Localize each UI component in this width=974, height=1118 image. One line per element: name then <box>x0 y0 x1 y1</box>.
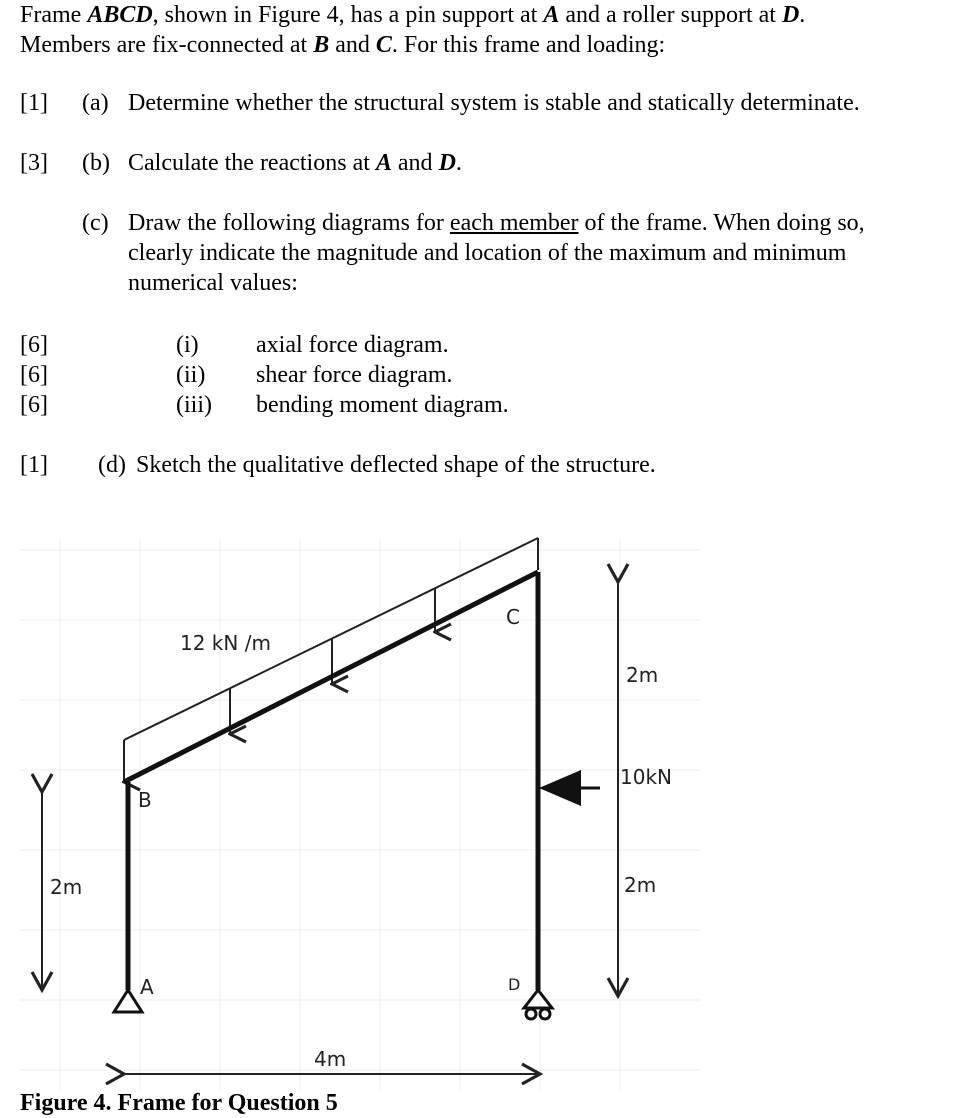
intro-text: and a roller support at <box>559 2 782 28</box>
question-b-text-end: . <box>455 150 462 176</box>
marks-c-iii: [6] <box>20 392 48 418</box>
point-c-ref: C <box>375 32 392 58</box>
figure-caption: Figure 4. Frame for Question 5 <box>20 1090 338 1116</box>
distributed-load <box>124 538 538 782</box>
sub-ii-number: (ii) <box>176 362 206 388</box>
grid-background <box>20 540 700 1090</box>
marks-a: [1] <box>20 90 48 116</box>
question-b-text-mid: and <box>391 150 439 176</box>
point-d-ref: D <box>438 150 456 176</box>
frame-name: ABCD <box>87 2 153 28</box>
label-a: A <box>140 975 154 999</box>
question-b-text-pre: Calculate the reactions at <box>128 150 376 176</box>
label-b: B <box>138 788 152 812</box>
intro-text: . <box>799 2 806 28</box>
sub-iii-text: bending moment diagram. <box>256 392 509 418</box>
frame-diagram <box>0 520 974 1102</box>
question-d-text: Sketch the qualitative deflected shape of the structure. <box>136 452 656 478</box>
intro-text: , shown in Figure 4, has a pin support at <box>152 2 544 28</box>
dim-right-top-label: 2m <box>626 663 659 687</box>
marks-b: [3] <box>20 150 48 176</box>
marks-c-i: [6] <box>20 332 48 358</box>
frame-figure <box>0 520 974 1102</box>
member-bc <box>124 572 538 782</box>
sub-iii-number: (iii) <box>176 392 212 418</box>
point-a-ref: A <box>543 2 560 28</box>
question-b-text <box>128 148 462 178</box>
question-d-label: (d) <box>98 452 126 478</box>
question-c-line-1 <box>128 208 958 238</box>
marks-d: [1] <box>20 452 48 478</box>
question-a-label: (a) <box>82 90 109 116</box>
question-a-text: Determine whether the structural system is stable and statically determinate. <box>128 90 860 116</box>
sub-i-text: axial force diagram. <box>256 332 449 358</box>
question-b-label: (b) <box>82 150 110 176</box>
intro-text: . For this frame and loading: <box>391 32 666 58</box>
load-label: 12 kN /m <box>180 631 271 655</box>
intro-line-2 <box>20 30 960 60</box>
point-b-ref: B <box>313 32 330 58</box>
each-member-underlined: each member <box>449 210 579 236</box>
intro-line-1 <box>20 0 960 30</box>
intro-text: Members are fix-connected at <box>20 32 314 58</box>
dim-bottom-label: 4m <box>314 1047 347 1071</box>
question-c-line-2: clearly indicate the magnitude and location of the maximum and minimum <box>128 240 847 266</box>
sub-i-number: (i) <box>176 332 199 358</box>
intro-paragraph <box>20 0 960 60</box>
pin-support-a <box>114 990 142 1012</box>
roller-support-d <box>524 990 552 1019</box>
question-c-text <box>128 208 958 298</box>
question-c-line-3: numerical values: <box>128 270 298 296</box>
intro-text: Frame <box>20 2 88 28</box>
point-d-ref: D <box>781 2 800 28</box>
question-c-label: (c) <box>82 210 109 236</box>
question-c-text-pre: Draw the following diagrams for <box>128 210 450 236</box>
question-c-text-post: of the frame. When doing so, <box>578 210 865 236</box>
label-d: D <box>508 975 521 994</box>
sub-ii-text: shear force diagram. <box>256 362 453 388</box>
intro-text: and <box>329 32 376 58</box>
dim-left-label: 2m <box>50 875 83 899</box>
label-c: C <box>506 605 520 629</box>
point-a-ref: A <box>375 150 392 176</box>
point-load-label: 10kN <box>620 765 672 789</box>
marks-c-ii: [6] <box>20 362 48 388</box>
dim-right-bottom-label: 2m <box>624 873 657 897</box>
